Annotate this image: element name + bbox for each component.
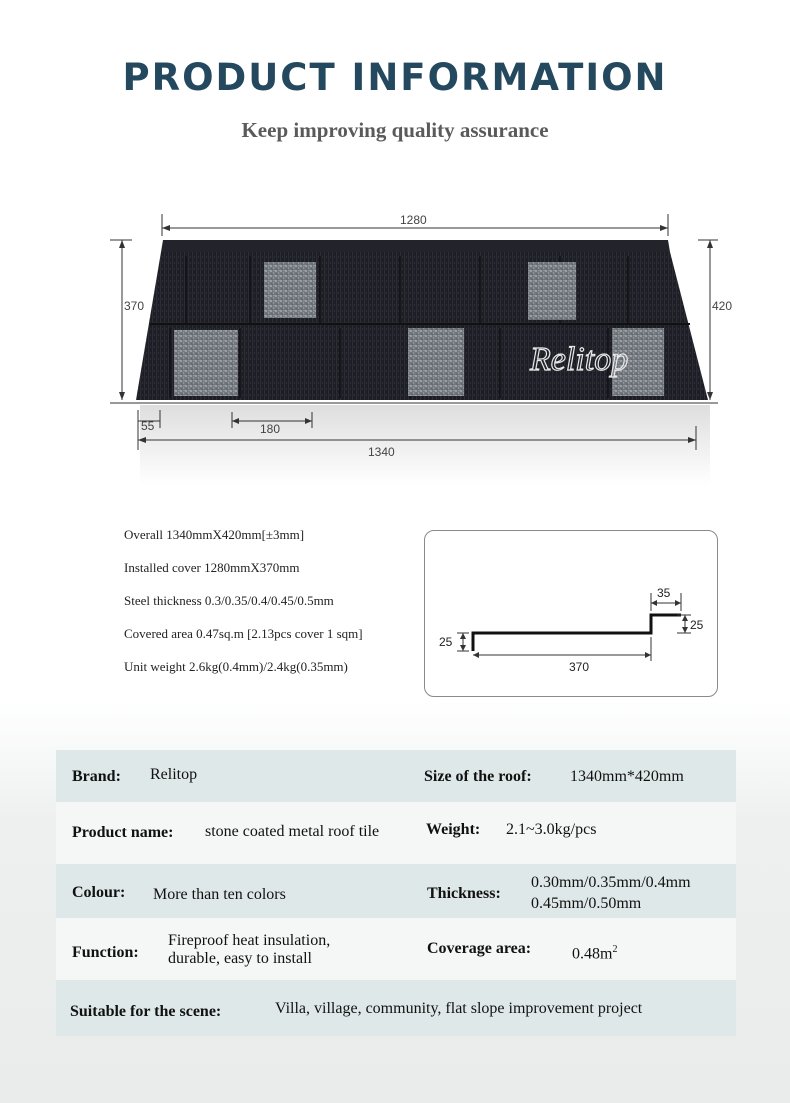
dim-right-label: 420: [712, 299, 733, 313]
thickness-label: Thickness:: [427, 885, 501, 902]
profile-dim-width: 35: [657, 586, 671, 600]
profile-diagram-box: [424, 530, 718, 697]
tile-speckle-block: [174, 330, 238, 396]
scene-value: Villa, village, community, flat slope improvement project: [275, 1000, 643, 1017]
brand-watermark: Relitop: [530, 341, 629, 378]
spec-unit-weight: Unit weight 2.6kg(0.4mm)/2.4kg(0.35mm): [124, 659, 348, 674]
colour-value: More than ten colors: [153, 886, 286, 903]
spec-overall: Overall 1340mmX420mm[±3mm]: [124, 527, 305, 542]
spec-list: [124, 525, 363, 690]
size-label: Size of the roof:: [424, 768, 532, 785]
function-value-line2: durable, easy to install: [168, 950, 312, 967]
table-row: [56, 864, 736, 918]
brand-label: Brand:: [72, 768, 121, 785]
profile-dim-height-right: 25: [690, 618, 704, 632]
weight-value: 2.1~3.0kg/pcs: [506, 821, 597, 838]
table-row: [56, 802, 736, 864]
function-value-line1: Fireproof heat insulation,: [168, 932, 331, 949]
profile-diagram: [425, 531, 717, 696]
dim-step-label: 180: [260, 422, 281, 436]
thickness-value-line1: 0.30mm/0.35mm/0.4mm: [531, 874, 691, 891]
spec-covered-area: Covered area 0.47sq.m [2.13pcs cover 1 sqm]: [124, 626, 363, 641]
product-name-value: stone coated metal roof tile: [205, 823, 380, 840]
dim-left-label: 370: [124, 299, 145, 313]
tile-reflection: [140, 405, 710, 485]
tile-speckle-block: [528, 262, 576, 320]
tile-top-lip: [161, 240, 670, 252]
size-value: 1340mm*420mm: [570, 768, 684, 785]
weight-label: Weight:: [426, 821, 481, 838]
table-row: [56, 980, 736, 1036]
dim-top-label: 1280: [400, 213, 427, 227]
product-name-label: Product name:: [72, 824, 174, 841]
dim-bottom-label: 1340: [368, 445, 395, 459]
table-row: [56, 750, 736, 802]
spec-steel-thickness: Steel thickness 0.3/0.35/0.4/0.45/0.5mm: [124, 593, 334, 608]
dim-overlap-label: 55: [141, 419, 155, 433]
coverage-label: Coverage area:: [427, 940, 532, 957]
roof-tile-diagram: [100, 200, 733, 500]
tile-speckle-block: [408, 328, 464, 396]
product-info-table: [56, 742, 736, 1040]
spec-installed-cover: Installed cover 1280mmX370mm: [124, 560, 300, 575]
scene-label: Suitable for the scene:: [70, 1003, 222, 1020]
coverage-value: $0.48m^2$: [572, 944, 618, 963]
brand-value: Relitop: [150, 766, 198, 783]
tile-speckle-block: [264, 262, 316, 318]
thickness-value-line2: 0.45mm/0.50mm: [531, 895, 642, 912]
page-title: PRODUCT INFORMATION: [122, 56, 668, 99]
function-label: Function:: [72, 944, 139, 961]
profile-dim-length: 370: [569, 660, 590, 674]
colour-label: Colour:: [72, 884, 126, 901]
table-row: [56, 918, 736, 980]
page-subtitle: Keep improving quality assurance: [241, 118, 549, 142]
profile-dim-height-left: 25: [439, 635, 453, 649]
